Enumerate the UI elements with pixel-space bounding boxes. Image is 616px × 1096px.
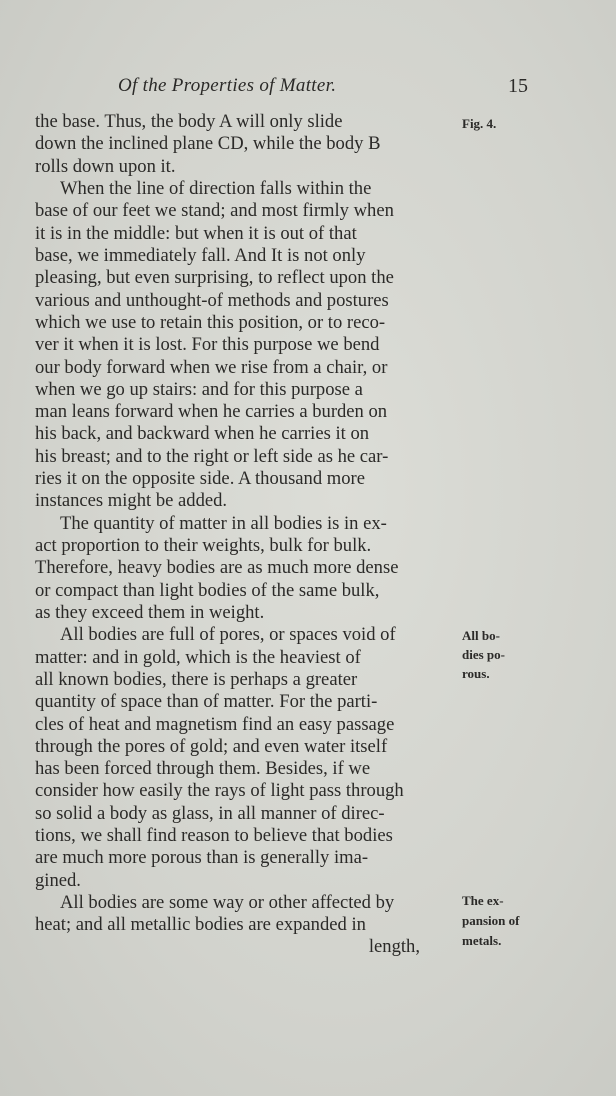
text-line: ver it when it is lost. For this purpose we bend <box>35 334 380 355</box>
text-line: has been forced through them. Besides, if we <box>35 758 371 779</box>
text-line: his back, and backward when he carries it on <box>35 423 370 444</box>
text-line: his breast; and to the right or left side as he car- <box>35 446 389 467</box>
text-line: our body forward when we rise from a chair, or <box>35 357 388 378</box>
text-line: All bodies are full of pores, or spaces void of <box>60 624 396 645</box>
text-line: gined. <box>35 870 81 891</box>
margin-note: dies po- <box>462 647 505 662</box>
text-line: as they exceed them in weight. <box>35 602 265 623</box>
text-line: ries it on the opposite side. A thousand more <box>35 468 366 489</box>
text-line: All bodies are some way or other affected by <box>60 892 395 913</box>
text-line: tions, we shall find reason to believe that bodies <box>35 825 393 846</box>
text-line: it is in the middle: but when it is out of that <box>35 223 357 244</box>
text-line: base of our feet we stand; and most firmly when <box>35 200 394 221</box>
running-header: Of the Properties of Matter. <box>118 75 337 96</box>
text-line: or compact than light bodies of the same bulk, <box>35 580 380 601</box>
text-line: various and unthought-of methods and postures <box>35 290 389 311</box>
text-line: Therefore, heavy bodies are as much more dense <box>35 557 399 578</box>
text-line: The quantity of matter in all bodies is in ex- <box>60 513 387 534</box>
text-line: base, we immediately fall. And It is not only <box>35 245 366 266</box>
text-line: the base. Thus, the body A will only slide <box>35 111 343 132</box>
text-line: when we go up stairs: and for this purpose a <box>35 379 363 400</box>
margin-note: All bo- <box>462 628 500 643</box>
text-line: so solid a body as glass, in all manner of direc- <box>35 803 385 824</box>
margin-note: Fig. 4. <box>462 116 497 131</box>
text-line: man leans forward when he carries a burden on <box>35 401 388 422</box>
margin-note: pansion of <box>462 913 520 928</box>
text-line: down the inclined plane CD, while the body B <box>35 133 381 154</box>
text-line: consider how easily the rays of light pass through <box>35 780 404 801</box>
text-line: quantity of space than of matter. For the parti- <box>35 691 378 712</box>
text-line: are much more porous than is generally ima- <box>35 847 369 868</box>
text-line: act proportion to their weights, bulk for bulk. <box>35 535 372 556</box>
text-line: through the pores of gold; and even water itself <box>35 736 388 757</box>
text-line: cles of heat and magnetism find an easy passage <box>35 714 395 735</box>
text-line: length, <box>368 936 420 957</box>
text-line: pleasing, but even surprising, to reflect upon the <box>35 267 394 288</box>
text-line: matter: and in gold, which is the heaviest of <box>35 647 361 668</box>
text-line: When the line of direction falls within the <box>60 178 372 199</box>
text-line: rolls down upon it. <box>35 156 176 177</box>
margin-note: The ex- <box>462 893 504 908</box>
text-line: heat; and all metallic bodies are expanded in <box>35 914 366 935</box>
text-line: instances might be added. <box>35 490 228 511</box>
margin-note: metals. <box>462 933 502 948</box>
text-line: which we use to retain this position, or to reco- <box>35 312 386 333</box>
margin-note: rous. <box>462 666 490 681</box>
text-line: all known bodies, there is perhaps a greater <box>35 669 358 690</box>
page-number: 15 <box>508 75 528 97</box>
